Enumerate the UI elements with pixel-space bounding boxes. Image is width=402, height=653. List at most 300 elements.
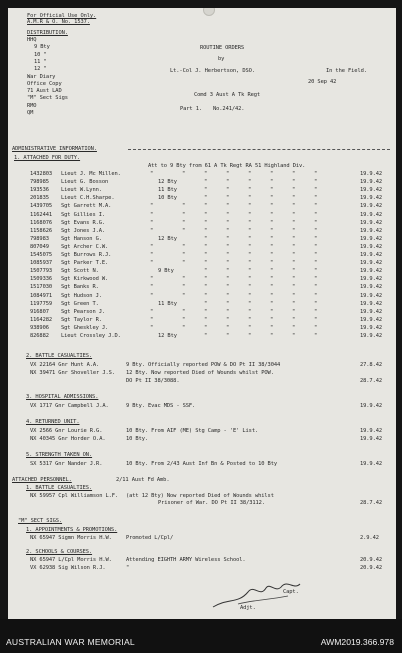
ditto-mark: " — [226, 268, 230, 275]
official-use-label: For Official Use Only. — [27, 13, 97, 19]
ditto-mark: " — [204, 333, 208, 339]
attached-name: Lieut J. Mc Millen. — [61, 171, 121, 177]
attached-service-no: 201835 — [30, 195, 49, 202]
attached-service-no: 193536 — [30, 187, 49, 194]
ditto-mark: " — [248, 268, 252, 275]
ditto-mark: " — [248, 324, 252, 331]
ditto-mark: " — [292, 292, 296, 299]
attached-service-no: 1164282 — [30, 316, 53, 323]
ditto-mark: " — [314, 300, 318, 307]
attached-date: 19.9.42 — [360, 333, 383, 339]
attached-date: 19.9.42 — [360, 243, 383, 250]
ditto-mark: " — [204, 252, 208, 258]
attached-date: 19.9.42 — [360, 276, 383, 283]
ditto-mark: " — [292, 252, 296, 258]
attached-service-no: 798983 — [30, 235, 49, 242]
attached-date: 19.9.42 — [360, 260, 383, 267]
ditto-mark: " — [204, 227, 208, 234]
attached-battery: 11 Bty — [158, 187, 177, 194]
ditto-mark: " — [182, 252, 186, 258]
ditto-mark: " — [204, 235, 208, 242]
ditto-mark: " — [270, 227, 274, 234]
ditto-mark: " — [248, 171, 252, 177]
ditto-mark: " — [270, 324, 274, 331]
unit-name: Comd 3 Aust A Tk Regt — [194, 92, 261, 98]
ditto-mark: " — [270, 292, 274, 299]
footer-bar — [0, 619, 402, 653]
ditto-mark: " — [226, 300, 230, 307]
ditto-mark: " — [248, 203, 252, 210]
ditto-mark: " — [226, 292, 230, 299]
ditto-mark: " — [270, 252, 274, 258]
ditto-mark: " — [248, 316, 252, 323]
attached-name: Sgt Pearson J. — [61, 308, 106, 315]
attached-date: 19.9.42 — [360, 227, 383, 234]
ditto-mark: " — [182, 276, 186, 283]
attached-service-no: 1168076 — [30, 219, 53, 226]
ditto-mark: " — [226, 276, 230, 283]
attached-duty-label: 1. ATTACHED FOR DUTY. — [14, 155, 81, 161]
ditto-mark: " — [314, 333, 318, 339]
attached-service-no: 916807 — [30, 308, 49, 315]
ditto-mark: " — [150, 219, 154, 226]
attached-name: Sgt Gheskley J. — [61, 324, 109, 331]
ditto-mark: " — [204, 171, 208, 177]
entry-date: 28.7.42 — [360, 500, 383, 506]
attached-name: Sgt Taylor R. — [61, 316, 102, 323]
ditto-mark: " — [226, 324, 230, 331]
ditto-mark: " — [248, 235, 252, 242]
ditto-mark: " — [226, 211, 230, 218]
ditto-mark: " — [204, 276, 208, 283]
attached-date: 19.9.42 — [360, 308, 383, 315]
attached-date: 19.9.42 — [360, 268, 383, 275]
ditto-mark: " — [314, 252, 318, 258]
ditto-mark: " — [270, 268, 274, 275]
amr-number: A.M.R & O. No. 1537. — [27, 19, 90, 25]
ditto-mark: " — [182, 324, 186, 331]
ditto-mark: " — [314, 195, 318, 202]
ditto-mark: " — [150, 243, 154, 250]
entry-date: 19.9.42 — [360, 403, 383, 409]
attached-service-no: 1162441 — [30, 211, 53, 218]
attached-date: 19.9.42 — [360, 292, 383, 299]
entry-member: VX 22164 Gnr Hunt A.A. — [30, 362, 100, 368]
ditto-mark: " — [314, 284, 318, 291]
ditto-mark: " — [248, 333, 252, 339]
attached-date: 19.9.42 — [360, 324, 383, 331]
ditto-mark: " — [314, 179, 318, 186]
ditto-mark: " — [248, 292, 252, 299]
attached-date: 19.9.42 — [360, 211, 383, 218]
entry-detail: 10 Bty. From 2/43 Aust Inf Bn & Posted to 10 Bty — [126, 461, 277, 467]
ditto-mark: " — [270, 300, 274, 307]
attached-service-no: 1509336 — [30, 276, 53, 283]
ditto-mark: " — [292, 171, 296, 177]
section-heading: 4. RETURNED UNIT. — [26, 419, 80, 425]
ditto-mark: " — [204, 292, 208, 299]
ditto-mark: " — [314, 268, 318, 275]
ditto-mark: " — [314, 203, 318, 210]
ditto-mark: " — [204, 260, 208, 267]
entry-member: VX 1717 Gnr Campbell J.A. — [30, 403, 109, 409]
ditto-mark: " — [314, 187, 318, 194]
attached-name: Sgt Burrows R.J. — [61, 252, 112, 258]
ditto-mark: " — [182, 219, 186, 226]
ditto-mark: " — [292, 243, 296, 250]
distribution-item: 11 " — [34, 58, 47, 65]
ditto-mark: " — [270, 195, 274, 202]
attached-date: 19.9.42 — [360, 284, 383, 291]
adjt-label: Adjt. — [240, 605, 256, 611]
distribution-item: RMO — [27, 102, 37, 109]
distribution-item: Office Copy — [27, 80, 62, 87]
attached-date: 19.9.42 — [360, 252, 383, 258]
section-heading: 5. STRENGTH TAKEN ON. — [26, 452, 93, 458]
ditto-mark: " — [248, 252, 252, 258]
attached-service-no: 1432803 — [30, 171, 53, 177]
entry-member: NX 40345 Gnr Horder O.A. — [30, 436, 106, 442]
entry-detail: 9 Bty. Officially reported POW & DO Pt II 38/3044 — [126, 362, 281, 368]
ditto-mark: " — [314, 324, 318, 331]
entry-detail: DO Pt II 38/3088. — [126, 378, 180, 384]
ditto-mark: " — [314, 171, 318, 177]
ditto-mark: " — [314, 235, 318, 242]
ditto-mark: " — [226, 316, 230, 323]
entry-date: 19.9.42 — [360, 428, 383, 434]
section-heading: 2. SCHOOLS & COURSES. — [26, 549, 93, 555]
attached-name: Sgt Garrett M.A. — [61, 203, 112, 210]
ditto-mark: " — [270, 203, 274, 210]
attached-date: 19.9.42 — [360, 179, 383, 186]
attached-date: 19.9.42 — [360, 235, 383, 242]
footer-reference: AWM2019.366.978 — [320, 637, 394, 647]
attached-name: Sgt Parker T.E. — [61, 260, 109, 267]
attached-name: Lieut G. Bosson — [61, 179, 109, 186]
attached-name: Sgt Jones J.A. — [61, 227, 106, 234]
divider — [128, 149, 390, 150]
entry-detail: " — [126, 565, 130, 571]
attached-name: Sgt Green T. — [61, 300, 99, 307]
ditto-mark: " — [292, 324, 296, 331]
ditto-mark: " — [204, 211, 208, 218]
ditto-mark: " — [270, 219, 274, 226]
ditto-mark: " — [150, 324, 154, 331]
attached-name: Sgt Kirkwood W. — [61, 276, 109, 283]
attached-service-no: 1085937 — [30, 260, 53, 267]
in-the-field: In the Field. — [326, 68, 367, 74]
ditto-mark: " — [270, 276, 274, 283]
ditto-mark: " — [248, 260, 252, 267]
attached-service-no: 938906 — [30, 324, 49, 331]
distribution-item: "M" Sect Sigs — [27, 95, 68, 102]
attached-name: Sgt Evans R.G. — [61, 219, 106, 226]
ditto-mark: " — [150, 252, 154, 258]
ditto-mark: " — [226, 187, 230, 194]
entry-date: 20.9.42 — [360, 557, 383, 563]
entry-date: 20.9.42 — [360, 565, 383, 571]
distribution-item: HHQ — [27, 37, 37, 43]
attached-date: 19.9.42 — [360, 219, 383, 226]
attached-name: Sgt Hudson J. — [61, 292, 102, 299]
entry-member: VX 2566 Gnr Lourie R.G. — [30, 428, 103, 434]
ditto-mark: " — [292, 268, 296, 275]
ditto-mark: " — [270, 179, 274, 186]
ditto-mark: " — [150, 171, 154, 177]
ditto-mark: " — [314, 276, 318, 283]
distribution-item: 71 Aust LAD — [27, 88, 62, 95]
ditto-mark: " — [204, 187, 208, 194]
ditto-mark: " — [248, 308, 252, 315]
ditto-mark: " — [270, 243, 274, 250]
ditto-mark: " — [314, 292, 318, 299]
entry-member: SX 5317 Gnr Nander J.R. — [30, 461, 103, 467]
ditto-mark: " — [182, 308, 186, 315]
ditto-mark: " — [248, 187, 252, 194]
ditto-mark: " — [292, 276, 296, 283]
section-heading: 2. BATTLE CASUALTIES. — [26, 353, 93, 359]
ditto-mark: " — [270, 235, 274, 242]
ditto-mark: " — [292, 203, 296, 210]
ditto-mark: " — [204, 195, 208, 202]
ditto-mark: " — [248, 227, 252, 234]
attached-battery: 11 Bty — [158, 300, 177, 307]
ditto-mark: " — [204, 324, 208, 331]
ditto-mark: " — [204, 268, 208, 275]
ditto-mark: " — [226, 195, 230, 202]
entry-date: 19.9.42 — [360, 436, 383, 442]
ditto-mark: " — [248, 195, 252, 202]
ditto-mark: " — [270, 284, 274, 291]
entry-member: NX 39471 Gnr Shoveller J.S. — [30, 370, 115, 376]
ditto-mark: " — [270, 211, 274, 218]
ditto-mark: " — [226, 260, 230, 267]
attached-service-no: 798985 — [30, 179, 49, 186]
ditto-mark: " — [226, 308, 230, 315]
ditto-mark: " — [270, 171, 274, 177]
ditto-mark: " — [226, 179, 230, 186]
ditto-mark: " — [226, 171, 230, 177]
entry-date: 27.8.42 — [360, 362, 383, 368]
ditto-mark: " — [150, 284, 154, 291]
entry-date: 28.7.42 — [360, 378, 383, 384]
ditto-mark: " — [204, 219, 208, 226]
distribution-item: 12 " — [34, 66, 47, 73]
ditto-mark: " — [292, 333, 296, 339]
part-label: Part 1. — [180, 106, 203, 112]
attached-service-no: 1084971 — [30, 292, 53, 299]
attached-name: Sgt Archer C.W. — [61, 243, 109, 250]
order-number: No.241/42. — [213, 106, 245, 112]
ditto-mark: " — [248, 243, 252, 250]
attached-service-no: 1158626 — [30, 227, 53, 234]
attached-date: 19.9.42 — [360, 203, 383, 210]
commander: Lt.-Col J. Herbertson, DSO. — [170, 68, 255, 74]
distribution-item: QM — [27, 110, 34, 116]
attached-personnel-unit: 2/11 Aust Fd Amb. — [116, 477, 170, 483]
ditto-mark: " — [292, 300, 296, 307]
attached-date: 19.9.42 — [360, 187, 383, 194]
ditto-mark: " — [292, 179, 296, 186]
ditto-mark: " — [182, 243, 186, 250]
ditto-mark: " — [292, 235, 296, 242]
attached-battery: 12 Bty — [158, 235, 177, 242]
ditto-mark: " — [248, 284, 252, 291]
distribution-item: 9 Bty — [34, 44, 50, 51]
ditto-mark: " — [292, 195, 296, 202]
ditto-mark: " — [314, 227, 318, 234]
entry-member: NX 59957 Cpl Williamson L.F. — [30, 493, 119, 499]
ditto-mark: " — [248, 219, 252, 226]
ditto-mark: " — [150, 292, 154, 299]
section-heading: 1. BATTLE CASUALTIES. — [26, 485, 93, 491]
attached-date: 19.9.42 — [360, 316, 383, 323]
attached-date: 19.9.42 — [360, 300, 383, 307]
ditto-mark: " — [182, 292, 186, 299]
attached-service-no: 1197759 — [30, 300, 53, 307]
capt-label: Capt. — [283, 589, 299, 595]
ditto-mark: " — [292, 211, 296, 218]
by-label: by — [218, 56, 225, 62]
ditto-mark: " — [314, 308, 318, 315]
ditto-mark: " — [314, 316, 318, 323]
ditto-mark: " — [248, 211, 252, 218]
attached-battery: 9 Bty — [158, 268, 174, 275]
ditto-mark: " — [204, 308, 208, 315]
ditto-mark: " — [292, 260, 296, 267]
entry-detail: Attending EIGHTH ARMY Wireless School. — [126, 557, 246, 563]
ditto-mark: " — [226, 235, 230, 242]
ditto-mark: " — [226, 333, 230, 339]
ditto-mark: " — [182, 284, 186, 291]
ditto-mark: " — [292, 308, 296, 315]
attached-name: Lieut Crossley J.D. — [61, 333, 121, 339]
ditto-mark: " — [150, 227, 154, 234]
ditto-mark: " — [226, 203, 230, 210]
entry-detail: 10 Bty. From AIF (ME) Stg Camp - 'E' List. — [126, 428, 259, 434]
ditto-mark: " — [270, 308, 274, 315]
section-heading: 1. APPOINTMENTS & PROMOTIONS. — [26, 527, 118, 533]
ditto-mark: " — [292, 227, 296, 234]
attached-note: Att to 9 Bty from 61 A Tk Regt RA 51 Highland Div. — [148, 163, 306, 169]
ditto-mark: " — [226, 243, 230, 250]
ditto-mark: " — [314, 243, 318, 250]
attached-name: Sgt Scott N. — [61, 268, 99, 275]
signature — [208, 574, 318, 614]
ditto-mark: " — [204, 316, 208, 323]
attached-battery: 10 Bty — [158, 195, 177, 202]
ditto-mark: " — [150, 308, 154, 315]
document-page — [8, 8, 396, 619]
distribution-item: War Diary — [27, 73, 56, 80]
ditto-mark: " — [204, 179, 208, 186]
attached-service-no: 1507793 — [30, 268, 53, 275]
entry-detail: Prisoner of War. DO Pt II 38/3112. — [158, 500, 265, 506]
ditto-mark: " — [292, 316, 296, 323]
distribution-label: DISTRIBUTION. — [27, 30, 68, 36]
attached-name: Sgt Gillies I. — [61, 211, 106, 218]
punch-hole — [203, 8, 215, 16]
order-date: 20 Sep 42 — [308, 79, 337, 85]
ditto-mark: " — [204, 300, 208, 307]
ditto-mark: " — [248, 276, 252, 283]
ditto-mark: " — [314, 260, 318, 267]
admin-info-label: ADMINISTRATIVE INFORMATION. — [12, 146, 97, 152]
entry-detail: 9 Bty. Evac MDS - SSF. — [126, 403, 196, 409]
ditto-mark: " — [248, 300, 252, 307]
ditto-mark: " — [204, 203, 208, 210]
ditto-mark: " — [270, 333, 274, 339]
entry-detail: 10 Bty. — [126, 436, 149, 442]
ditto-mark: " — [182, 211, 186, 218]
ditto-mark: " — [226, 252, 230, 258]
sigs-label: "M" SECT SIGS. — [18, 518, 63, 524]
ditto-mark: " — [226, 284, 230, 291]
attached-personnel-label: ATTACHED PERSONNEL. — [12, 477, 72, 483]
ditto-mark: " — [150, 211, 154, 218]
ditto-mark: " — [270, 316, 274, 323]
entry-date: 2.9.42 — [360, 535, 379, 541]
ditto-mark: " — [150, 316, 154, 323]
ditto-mark: " — [150, 276, 154, 283]
attached-service-no: 1439705 — [30, 203, 53, 210]
entry-detail: Promoted L/Cpl/ — [126, 535, 174, 541]
attached-date: 19.9.42 — [360, 171, 383, 177]
footer-archive-name: AUSTRALIAN WAR MEMORIAL — [6, 637, 135, 647]
attached-battery: 12 Bty — [158, 333, 177, 339]
attached-service-no: 1545075 — [30, 252, 53, 258]
ditto-mark: " — [314, 219, 318, 226]
ditto-mark: " — [314, 211, 318, 218]
ditto-mark: " — [182, 171, 186, 177]
section-heading: 3. HOSPITAL ADMISSIONS. — [26, 394, 99, 400]
distribution-item: 10 " — [34, 51, 47, 58]
ditto-mark: " — [182, 260, 186, 267]
attached-battery: 12 Bty — [158, 179, 177, 186]
entry-member: VX 62938 Sig Wilson R.J. — [30, 565, 106, 571]
ditto-mark: " — [150, 203, 154, 210]
attached-name: Sgt Banks R. — [61, 284, 99, 291]
routine-orders-title: ROUTINE ORDERS — [200, 45, 245, 51]
attached-name: Lieut W.Lynn. — [61, 187, 102, 194]
ditto-mark: " — [270, 260, 274, 267]
attached-service-no: 1517030 — [30, 284, 53, 291]
ditto-mark: " — [182, 316, 186, 323]
entry-member: NX 65947 Sigmn Morris H.W. — [30, 535, 112, 541]
ditto-mark: " — [182, 227, 186, 234]
entry-member: NX 65947 L/Cpl Morris H.W. — [30, 557, 112, 563]
attached-service-no: 807049 — [30, 243, 49, 250]
ditto-mark: " — [204, 243, 208, 250]
ditto-mark: " — [182, 203, 186, 210]
ditto-mark: " — [150, 260, 154, 267]
entry-detail: 12 Bty. Now reported Died of Wounds whilst POW. — [126, 370, 274, 376]
ditto-mark: " — [204, 284, 208, 291]
ditto-mark: " — [226, 227, 230, 234]
attached-name: Sgt Hanson G. — [61, 235, 102, 242]
attached-date: 19.9.42 — [360, 195, 383, 202]
ditto-mark: " — [292, 284, 296, 291]
entry-detail: (att 12 Bty) Now reported Died of Wounds whilst — [126, 493, 274, 499]
ditto-mark: " — [226, 219, 230, 226]
ditto-mark: " — [248, 179, 252, 186]
attached-name: Lieut C.H.Sharpe. — [61, 195, 115, 202]
entry-date: 19.9.42 — [360, 461, 383, 467]
ditto-mark: " — [270, 187, 274, 194]
ditto-mark: " — [292, 219, 296, 226]
ditto-mark: " — [292, 187, 296, 194]
attached-service-no: 826882 — [30, 333, 49, 339]
